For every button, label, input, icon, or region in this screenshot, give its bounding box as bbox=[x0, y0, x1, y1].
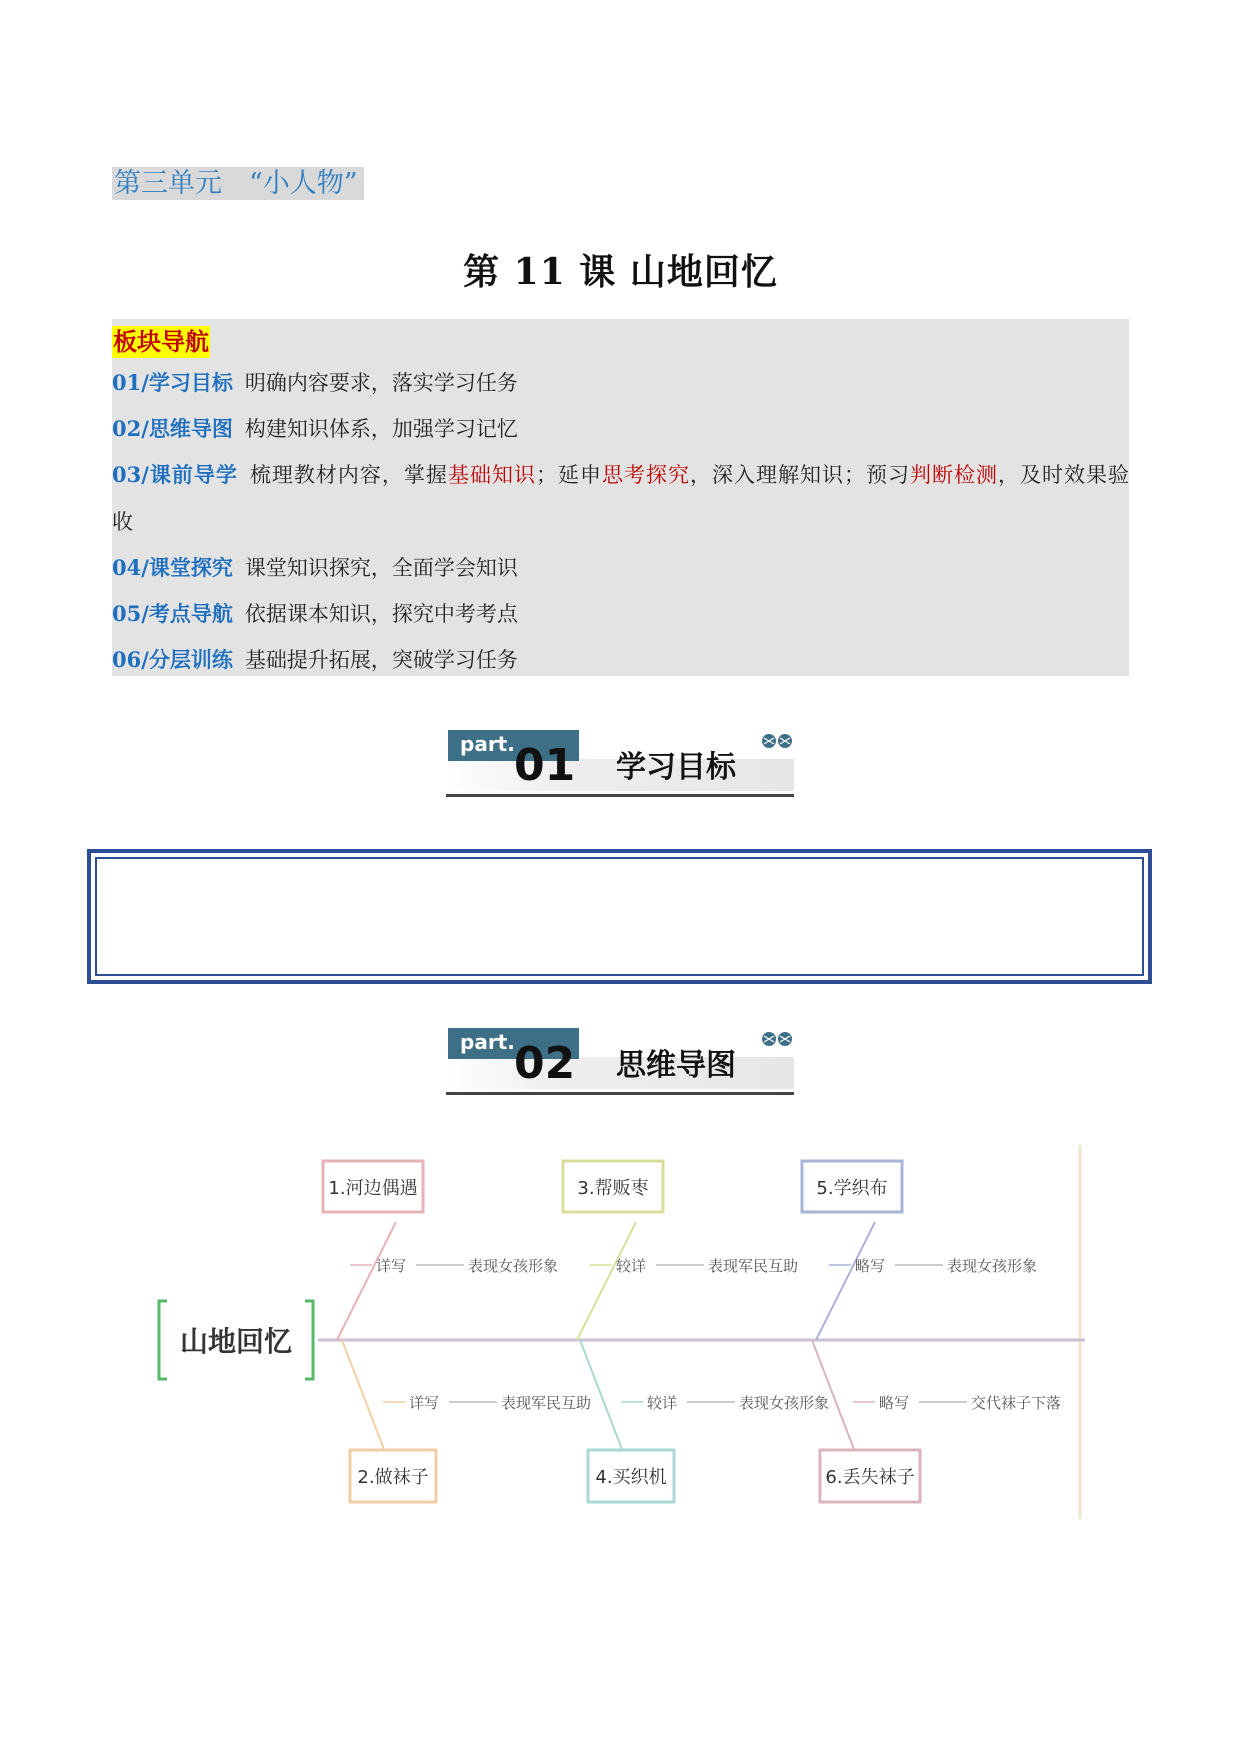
effect-label: 表现女孩形象 bbox=[739, 1394, 830, 1412]
branch-line bbox=[342, 1340, 385, 1452]
section-navigation bbox=[112, 319, 1129, 676]
part-01-banner bbox=[446, 730, 794, 798]
branch-line bbox=[337, 1222, 396, 1340]
detail-label: 略写 bbox=[879, 1394, 910, 1412]
center-bracket-right bbox=[305, 1301, 313, 1379]
navigation-item-number: 06/分层训练 bbox=[112, 647, 233, 672]
effect-label: 表现女孩形象 bbox=[947, 1257, 1038, 1275]
part-02-banner bbox=[446, 1028, 794, 1096]
effect-label: 表现军民互助 bbox=[501, 1394, 592, 1412]
branch-line bbox=[816, 1222, 875, 1340]
navigation-highlight-text: 基础知识 bbox=[447, 463, 536, 487]
learning-objectives-frame bbox=[87, 849, 1152, 984]
topic-box-label: 2.做袜子 bbox=[357, 1467, 429, 1488]
detail-label: 详写 bbox=[409, 1394, 440, 1412]
part-number: 02 bbox=[514, 1038, 576, 1089]
topic-box-label: 4.买织机 bbox=[595, 1467, 667, 1488]
navigation-item-continuation: 收 bbox=[112, 510, 133, 534]
navigation-item bbox=[112, 413, 1129, 445]
part-word: part. bbox=[460, 732, 515, 756]
detail-label: 详写 bbox=[376, 1257, 407, 1275]
effect-label: 表现军民互助 bbox=[708, 1257, 799, 1275]
decorative-dots-icon bbox=[761, 732, 795, 750]
effect-label: 表现女孩形象 bbox=[468, 1257, 559, 1275]
navigation-item-text: 基础提升拓展，突破学习任务 bbox=[244, 648, 518, 672]
decorative-dots-icon bbox=[761, 1030, 795, 1048]
navigation-item-number: 01/学习目标 bbox=[112, 370, 233, 395]
unit-heading: 第三单元 “小人物” bbox=[112, 167, 364, 200]
navigation-item-text: 明确内容要求，落实学习任务 bbox=[244, 371, 518, 395]
effect-label: 交代袜子下落 bbox=[971, 1394, 1062, 1412]
topic-box-label: 3.帮贩枣 bbox=[577, 1178, 649, 1199]
navigation-item-number: 02/思维导图 bbox=[112, 416, 233, 441]
topic-box-label: 1.河边偶遇 bbox=[328, 1178, 418, 1199]
navigation-item-text: 梳理教材内容，掌握 bbox=[249, 463, 448, 487]
navigation-item-text: ，及时效果验 bbox=[998, 463, 1130, 487]
navigation-heading: 板块导航 bbox=[113, 327, 209, 356]
navigation-item-text: ，深入理解知识；预习 bbox=[689, 463, 911, 487]
part-word: part. bbox=[460, 1030, 515, 1054]
navigation-item-text: ；延申 bbox=[535, 463, 602, 487]
navigation-item bbox=[112, 367, 1129, 399]
navigation-item-text: 构建知识体系，加强学习记忆 bbox=[244, 417, 518, 441]
fishbone-mind-map bbox=[155, 1145, 1087, 1519]
navigation-item bbox=[112, 598, 1129, 630]
navigation-item bbox=[112, 459, 1129, 491]
branch-line bbox=[577, 1222, 636, 1340]
navigation-item bbox=[112, 644, 1129, 676]
navigation-item bbox=[112, 552, 1129, 584]
lesson-title: 第 11 课 山地回忆 bbox=[463, 251, 778, 293]
part-number: 01 bbox=[514, 740, 576, 791]
center-bracket-left bbox=[159, 1301, 167, 1379]
detail-label: 略写 bbox=[855, 1257, 886, 1275]
part-label: 学习目标 bbox=[616, 750, 736, 785]
topic-box-label: 5.学织布 bbox=[816, 1178, 888, 1199]
navigation-item-text: 课堂知识探究，全面学会知识 bbox=[244, 556, 518, 580]
navigation-highlight-text: 判断检测 bbox=[910, 463, 999, 487]
detail-label: 较详 bbox=[647, 1394, 678, 1412]
topic-box-label: 6.丢失袜子 bbox=[825, 1467, 915, 1488]
detail-label: 较详 bbox=[616, 1257, 647, 1275]
navigation-item-number: 03/课前导学 bbox=[112, 462, 238, 487]
center-topic: 山地回忆 bbox=[179, 1325, 293, 1358]
navigation-item-number: 05/考点导航 bbox=[112, 601, 233, 626]
navigation-item-text: 依据课本知识，探究中考考点 bbox=[244, 602, 518, 626]
navigation-item-number: 04/课堂探究 bbox=[112, 555, 233, 580]
part-label: 思维导图 bbox=[616, 1048, 736, 1083]
navigation-highlight-text: 思考探究 bbox=[601, 463, 690, 487]
